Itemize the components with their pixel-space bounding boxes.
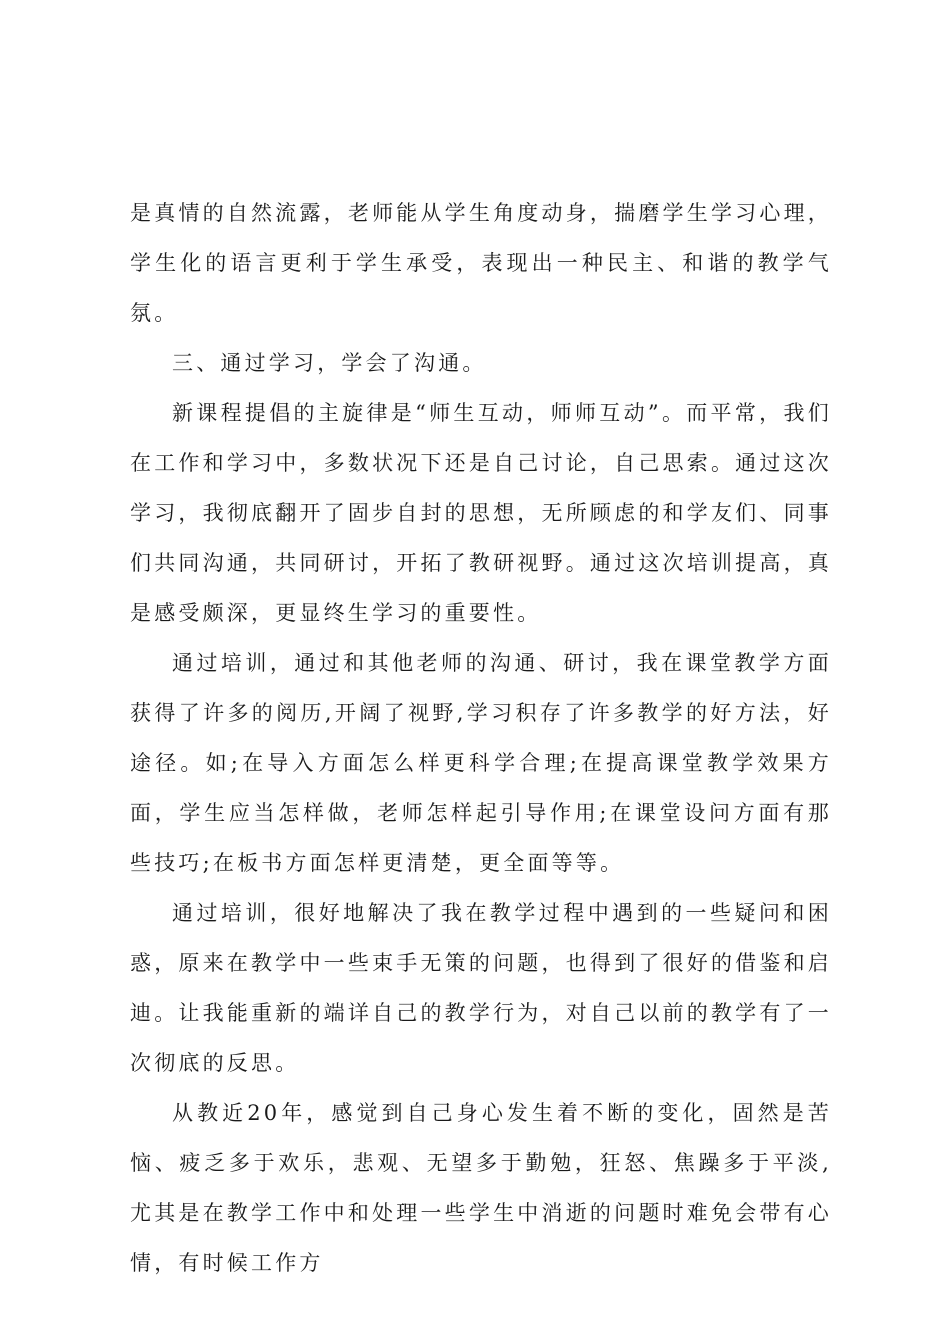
document-body [130, 188, 832, 1288]
paragraph-6: 从教近20年，感觉到自己身心发生着不断的变化，固然是苦恼、疲乏多于欢乐，悲观、无望多于勤勉，狂怒、焦躁多于平淡,尤其是在教学工作中和处理一些学生中消逝的问题时难免会带有心情，有时候工作方 [130, 1101, 832, 1275]
section-heading-communication: 三、通过学习，学会了沟通。 [172, 351, 487, 375]
paragraph-3: 新课程提倡的主旋律是“师生互动，师师互动”。而平常，我们在工作和学习中，多数状况下还是自己讨论，自己思索。通过这次学习，我彻底翻开了固步自封的思想，无所顾虑的和学友们、同事们共同沟通，共同研讨，开拓了教研视野。通过这次培训提高，真是感受颇深，更显终生学习的重要性。 [130, 401, 832, 625]
paragraph-4: 通过培训，通过和其他老师的沟通、研讨，我在课堂教学方面获得了许多的阅历,开阔了视野,学习积存了许多教学的好方法，好途径。如;在导入方面怎么样更科学合理;在提高课堂教学效果方面，学生应当怎样做，老师怎样起引导作用;在课堂设问方面有那些技巧;在板书方面怎样更清楚，更全面等等。 [130, 651, 832, 875]
paragraph-1: 是真情的自然流露，老师能从学生角度动身，揣磨学生学习心理，学生化的语言更利于学生承受，表现出一种民主、和谐的教学气氛。 [130, 201, 832, 325]
paragraph-5: 通过培训，很好地解决了我在教学过程中遇到的一些疑问和困惑，原来在教学中一些束手无策的问题，也得到了很好的借鉴和启迪。让我能重新的端详自己的教学行为，对自己以前的教学有了一次彻底的反思。 [130, 901, 832, 1075]
